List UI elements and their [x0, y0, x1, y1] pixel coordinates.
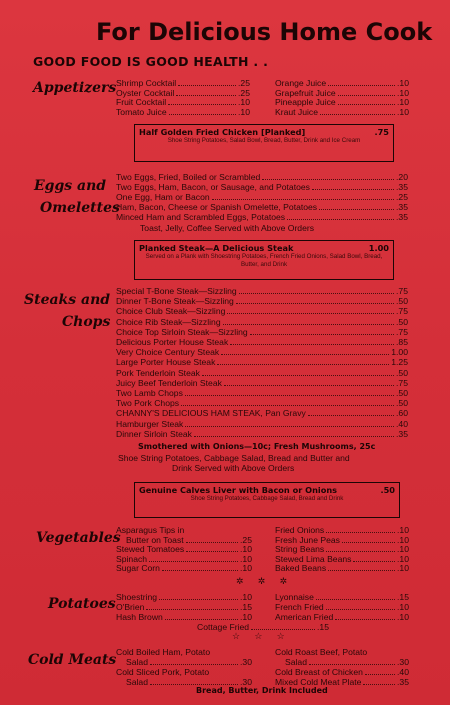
section-potatoes: Potatoes [48, 596, 116, 612]
menu-item-name: CHANNY'S DELICIOUS HAM STEAK, Pan Gravy [116, 408, 306, 419]
dot-leader [150, 677, 238, 685]
menu-item-price: .75 [396, 286, 408, 296]
menu-item-price: .50 [396, 316, 408, 327]
menu-item-price: .25 [396, 192, 408, 203]
dot-leader [328, 78, 395, 86]
menu-item-name: Pineapple Juice [275, 97, 336, 107]
menu-item-name: Shoestring [116, 592, 158, 602]
menu-item [116, 368, 408, 378]
menu-item [116, 429, 408, 439]
menu-item-name: Two Eggs, Fried, Boiled or Scrambled [116, 172, 261, 182]
page-title: For Delicious Home Cook [96, 18, 433, 46]
menu-item-price: .35 [396, 428, 408, 439]
menu-item [116, 317, 408, 327]
menu-item-price: .15 [240, 602, 252, 612]
menu-item [116, 612, 252, 622]
menu-item-price: .10 [240, 553, 252, 564]
menu-item [116, 563, 252, 573]
menu-item-name: Special T-Bone Steak—Sizzling [116, 286, 237, 296]
dot-leader [146, 602, 238, 610]
menu-item [116, 398, 408, 408]
section-steaks-title-1: Steaks and [24, 292, 111, 308]
section-eggs-title-2: Omelettes [40, 200, 120, 216]
menu-item-price: .50 [396, 388, 408, 398]
dot-leader [217, 357, 389, 365]
dot-leader [150, 657, 238, 665]
dot-leader [185, 388, 394, 396]
menu-item-name: American Fried [275, 612, 334, 622]
liver-title: Genuine Calves Liver with Bacon or Onions .50 [139, 485, 395, 495]
menu-item [116, 592, 252, 602]
dot-leader [162, 563, 238, 571]
menu-item [116, 286, 408, 296]
menu-item [116, 378, 408, 388]
planked-steak-box [134, 240, 394, 280]
dot-leader [328, 563, 395, 571]
menu-item-name: Cold Boiled Ham, Potato [116, 647, 211, 657]
menu-item-name: Fresh June Peas [275, 534, 340, 545]
menu-item [116, 97, 250, 107]
dot-leader [312, 182, 394, 190]
dot-leader [223, 317, 394, 325]
menu-item-name: Stewed Lima Beans [275, 553, 352, 564]
liver-price: .50 [380, 485, 395, 495]
menu-item-price: .30 [240, 657, 252, 667]
menu-item-name: Cold Sliced Pork, Potato [116, 667, 210, 677]
dot-leader [342, 535, 395, 543]
dot-leader [168, 97, 236, 105]
menu-item [116, 306, 408, 316]
menu-item-name: Lyonnaise [275, 592, 314, 602]
menu-item-name: String Beans [275, 544, 325, 555]
menu-item [116, 408, 408, 418]
chicken-special-desc: Shoe String Potatoes, Salad Bowl, Bread, Butter, Drink and Ice Cream [167, 137, 361, 144]
menu-item-name: Salad [126, 677, 148, 687]
menu-item-price: .10 [240, 612, 252, 622]
menu-item-name: Kraut Juice [275, 106, 318, 117]
menu-item-name: Large Porter House Steak [116, 357, 216, 368]
menu-item-name: Very Choice Century Steak [116, 347, 220, 358]
section-appetizers: Appetizers [33, 80, 117, 96]
menu-item [116, 544, 252, 554]
menu-item-price: .35 [396, 202, 408, 213]
menu-item [275, 554, 409, 564]
footer-note: Bread, Butter, Drink Included [196, 686, 328, 695]
planked-steak-title: Planked Steak—A Delicious Steak 1.00 [139, 243, 389, 253]
menu-item-name: Delicious Porter House Steak [116, 337, 229, 347]
subtitle: GOOD FOOD IS GOOD HEALTH . . [33, 54, 269, 69]
menu-item-name: Salad [126, 657, 148, 667]
menu-item-name: Cold Roast Beef, Potato [275, 647, 368, 657]
menu-item-name: Fried Onions [275, 525, 325, 535]
menu-item-price: .40 [396, 418, 408, 429]
menu-item-price: .10 [397, 87, 409, 98]
menu-item-price: .10 [397, 602, 409, 612]
menu-item-price: .15 [397, 592, 409, 602]
menu-item-price: .35 [396, 212, 408, 223]
menu-item-price: .25 [238, 87, 250, 98]
menu-item-price: .15 [317, 622, 329, 632]
menu-item-price: .10 [240, 544, 252, 555]
menu-item [116, 172, 408, 182]
menu-item-price: .30 [240, 677, 252, 687]
dot-leader [320, 107, 395, 115]
planked-steak-price: 1.00 [368, 243, 389, 253]
liver-box [134, 482, 400, 518]
menu-item [275, 592, 409, 602]
dot-leader [353, 554, 395, 562]
dot-leader [338, 97, 395, 105]
dot-leader [287, 212, 394, 220]
menu-item-name: Two Pork Chops [116, 398, 180, 409]
menu-item-name: Mixed Cold Meat Plate [275, 677, 362, 687]
menu-item-name: Two Eggs, Ham, Bacon, or Sausage, and Potatoes [116, 182, 310, 193]
dot-leader [227, 306, 394, 314]
menu-item-price: .85 [396, 337, 408, 347]
menu-item-price: 1.00 [391, 347, 408, 358]
menu-item [116, 535, 252, 545]
menu-item-price: .10 [238, 97, 250, 107]
menu-item [275, 612, 409, 622]
menu-item-name: Minced Ham and Scrambled Eggs, Potatoes [116, 212, 286, 223]
menu-item [116, 296, 408, 306]
menu-item-price: .75 [396, 306, 408, 317]
menu-item-name: Choice Top Sirloin Steak—Sizzling [116, 326, 248, 337]
menu-item-price: .60 [396, 408, 408, 419]
menu-item-price: .25 [240, 534, 252, 545]
menu-item-name: Spinach [116, 553, 148, 564]
menu-item-price: .75 [396, 377, 408, 388]
dot-leader [159, 592, 238, 600]
steaks-note-2: Shoe String Potatoes, Cabbage Salad, Bread and Butter and [118, 453, 350, 463]
menu-item [116, 525, 252, 535]
dot-leader [250, 327, 394, 335]
steaks-note-3: Drink Served with Above Orders [172, 463, 295, 473]
menu-item-price: .40 [397, 667, 409, 677]
menu-item-price: .35 [396, 182, 408, 193]
menu-item [116, 337, 408, 347]
menu-item-name: Cottage Fried [197, 622, 250, 632]
dot-leader [149, 554, 238, 562]
menu-item [116, 554, 252, 564]
dot-leader [338, 88, 395, 96]
menu-item-name: Salad [285, 657, 307, 667]
menu-item-name: Grapefruit Juice [275, 87, 336, 98]
dot-leader [165, 612, 238, 620]
menu-item-name: Cold Breast of Chicken [275, 667, 363, 677]
menu-item [275, 97, 409, 107]
menu-item [275, 667, 409, 677]
menu-item-name: Stewed Tomatoes [116, 544, 185, 555]
menu-item-price: .50 [396, 367, 408, 378]
chicken-special-box [134, 124, 394, 162]
menu-item-price: .75 [396, 326, 408, 337]
menu-item-price: .10 [240, 592, 252, 602]
menu-item-name: Butter on Toast [126, 534, 184, 545]
menu-item-price: .25 [238, 78, 250, 88]
section-vegetables: Vegetables [36, 530, 121, 546]
menu-item [275, 657, 409, 667]
menu-item-name: Hash Brown [116, 612, 163, 622]
liver-desc: Shoe String Potatoes, Cabbage Salad, Bread and Drink [190, 495, 344, 502]
dot-leader [365, 667, 395, 675]
dot-leader [181, 398, 394, 406]
chicken-special-title: Half Golden Fried Chicken [Planked] .75 [139, 127, 389, 137]
menu-item-price: .10 [397, 544, 409, 555]
menu-item [116, 667, 252, 677]
menu-item-price: 1.25 [391, 357, 408, 368]
menu-item-name: Baked Beans [275, 563, 327, 574]
dot-leader [224, 378, 394, 386]
menu-item-price: .10 [397, 525, 409, 535]
menu-item [116, 202, 408, 212]
menu-item-price: .10 [397, 78, 409, 88]
dot-leader [202, 368, 394, 376]
dot-leader [186, 535, 238, 543]
dot-leader [326, 544, 395, 552]
menu-item [116, 78, 250, 88]
section-cold-meats: Cold Meats [28, 652, 117, 668]
dot-leader [326, 602, 395, 610]
menu-item-price: .10 [397, 534, 409, 545]
menu-item [116, 182, 408, 192]
dot-leader [212, 192, 394, 200]
dot-leader [169, 107, 236, 115]
dot-leader [230, 337, 394, 345]
menu-item-price: .35 [397, 677, 409, 687]
menu-item-price: .10 [397, 106, 409, 117]
menu-item-price: .10 [238, 106, 250, 117]
menu-item-name: Ham, Bacon, Cheese or Spanish Omelette, Potatoes [116, 202, 318, 213]
dot-leader [319, 202, 394, 210]
menu-item [275, 535, 409, 545]
menu-item-name: Orange Juice [275, 78, 327, 88]
menu-item-name: Dinner T-Bone Steak—Sizzling [116, 296, 234, 307]
menu-item-name: Two Lamb Chops [116, 388, 183, 398]
menu-item-name: Juicy Beef Tenderloin Steak [116, 377, 222, 388]
menu-item [275, 544, 409, 554]
menu-item-name: Dinner Sirloin Steak [116, 428, 192, 439]
dot-leader [236, 296, 394, 304]
section-steaks-title-2: Chops [62, 314, 111, 330]
divider-stars-2: ☆ ☆ ☆ [232, 631, 291, 641]
menu-item [116, 388, 408, 398]
menu-item-name: Tomato Juice [116, 106, 167, 117]
dot-leader [239, 286, 394, 294]
menu-item [116, 657, 252, 667]
menu-item [116, 212, 408, 222]
dot-leader [178, 78, 236, 86]
menu-item-name: Fruit Cocktail [116, 97, 167, 107]
menu-item-name: French Fried [275, 602, 324, 612]
menu-item-name: One Egg, Ham or Bacon [116, 192, 210, 203]
menu-item [275, 647, 409, 657]
menu-item [275, 602, 409, 612]
planked-steak-desc: Served on a Plank with Shoestring Potatoes, French Fried Onions, Salad Bowl, Bread, Butter, and Drink [145, 253, 383, 268]
menu-item-price: .10 [397, 563, 409, 574]
menu-item-name: Shrimp Cocktail [116, 78, 177, 88]
dot-leader [363, 677, 395, 685]
dot-leader [176, 88, 236, 96]
menu-item-name: Choice Club Steak—Sizzling [116, 306, 226, 317]
menu-item-price: .30 [397, 657, 409, 667]
dot-leader [326, 525, 395, 533]
menu-item-name: Pork Tenderloin Steak [116, 367, 200, 378]
menu-item-price: .50 [396, 398, 408, 409]
dot-leader [185, 419, 394, 427]
menu-item [275, 78, 409, 88]
section-eggs-title-1: Eggs and [34, 178, 107, 194]
menu-item [116, 347, 408, 357]
menu-item-name: O'Brien [116, 602, 145, 612]
menu-item-price: .10 [397, 97, 409, 107]
menu-item-price: .10 [240, 563, 252, 574]
menu-item [116, 419, 408, 429]
menu-item [116, 647, 252, 657]
menu-item-name: Asparagus Tips in [116, 525, 185, 535]
dot-leader [309, 657, 395, 665]
dot-leader [335, 612, 395, 620]
menu-item [275, 88, 409, 98]
menu-item [275, 563, 409, 573]
eggs-note: Toast, Jelly, Coffee Served with Above Orders [140, 223, 315, 233]
dot-leader [262, 172, 394, 180]
menu-item-price: .10 [397, 612, 409, 622]
menu-item [275, 525, 409, 535]
dot-leader [221, 347, 389, 355]
divider-stars: ✲ ✲ ✲ [236, 576, 294, 586]
menu-item-name: Oyster Cocktail [116, 87, 175, 98]
dot-leader [194, 429, 394, 437]
menu-item-price: .20 [396, 172, 408, 182]
chicken-special-price: .75 [374, 127, 389, 137]
menu-item [116, 107, 250, 117]
menu-item-name: Choice Rib Steak—Sizzling [116, 316, 221, 327]
menu-item-name: Hamburger Steak [116, 418, 184, 429]
dot-leader [308, 408, 394, 416]
dot-leader [316, 592, 395, 600]
menu-item-price: .50 [396, 296, 408, 307]
menu-item-name: Sugar Corn [116, 563, 160, 574]
menu-item-price: .10 [397, 553, 409, 564]
menu-item [116, 192, 408, 202]
menu-item [116, 88, 250, 98]
menu-item [275, 107, 409, 117]
menu-item [116, 357, 408, 367]
steaks-note-1: Smothered with Onions—10c; Fresh Mushrooms, 25c [138, 442, 376, 451]
dot-leader [251, 622, 315, 630]
menu-item [116, 602, 252, 612]
menu-item [116, 327, 408, 337]
dot-leader [186, 544, 238, 552]
